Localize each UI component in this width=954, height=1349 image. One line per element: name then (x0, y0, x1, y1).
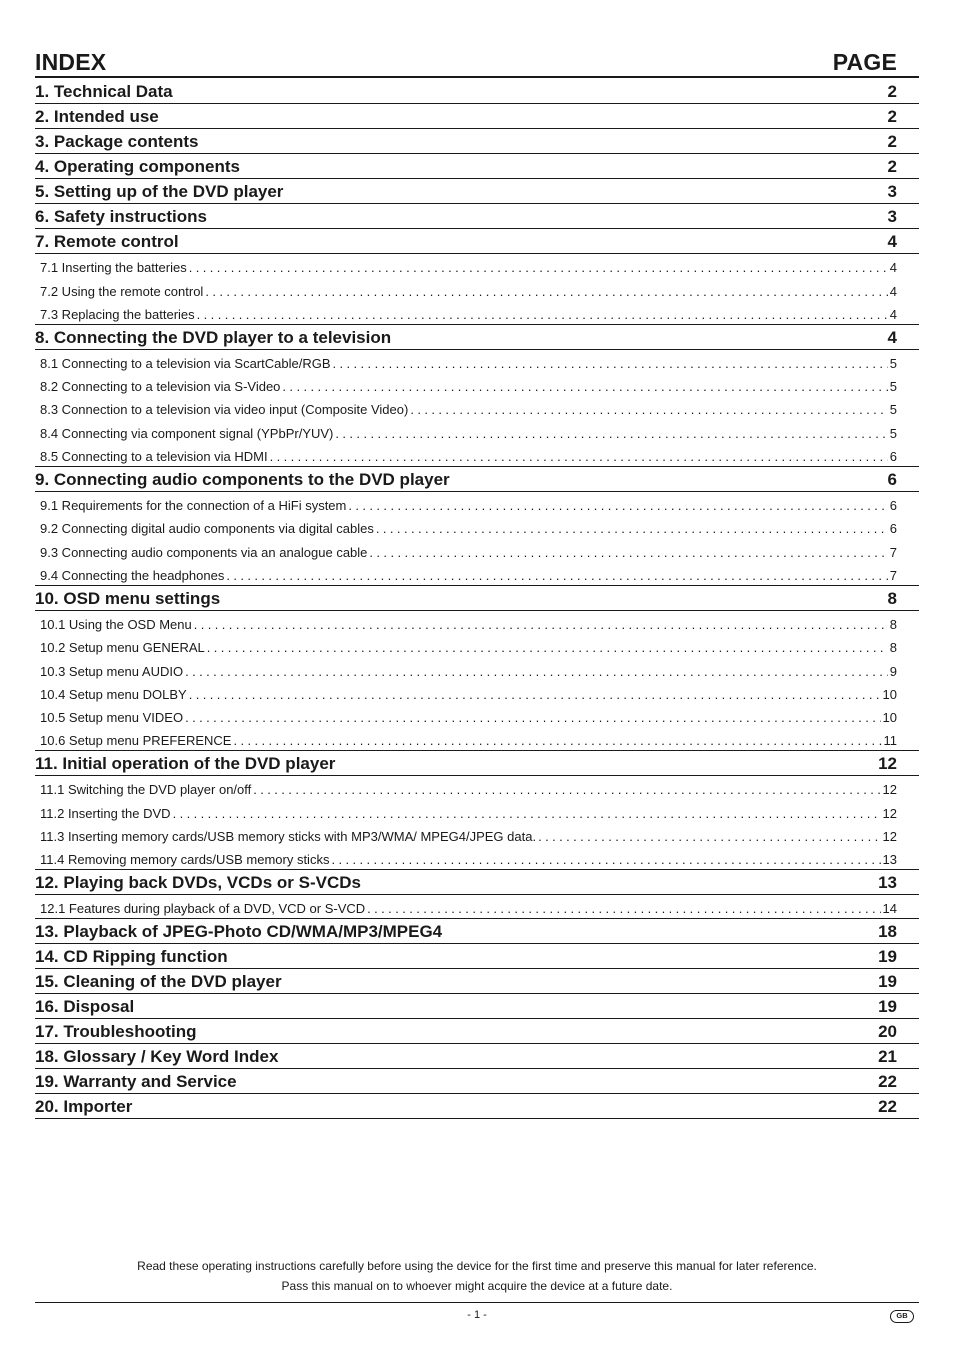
toc-subentry[interactable] (35, 895, 919, 919)
toc-entry-page: 10 (882, 686, 897, 702)
toc-entry-page: 4 (887, 232, 897, 251)
toc-subentry[interactable] (35, 538, 919, 561)
toc-entry-page: 5 (889, 402, 897, 418)
toc-entry-page: 20 (878, 1022, 897, 1042)
footer-divider (35, 1302, 919, 1303)
toc-entry-title: 7.1 Inserting the batteries (40, 260, 187, 276)
toc-entry-page: 6 (887, 469, 897, 489)
toc-subentry[interactable] (35, 657, 919, 680)
toc-subentry[interactable] (35, 799, 919, 822)
toc-entry-title: 8.4 Connecting via component signal (YPbPr/YUV) (40, 425, 334, 441)
toc-entry-page: 4 (889, 283, 897, 299)
toc-entry-title: 8.2 Connecting to a television via S-Video (40, 379, 281, 395)
toc-entry-title: 12.1 Features during playback of a DVD, VCD or S-VCD (40, 901, 366, 917)
toc-entry-page: 18 (878, 922, 897, 942)
toc-entry-title: 1. Technical Data (35, 82, 173, 101)
language-badge: GB (890, 1310, 914, 1323)
toc-entry[interactable] (35, 229, 919, 254)
toc-entry-title: 16. Disposal (35, 997, 135, 1017)
toc-entry-title: 12. Playing back DVDs, VCDs or S-VCDs (35, 873, 361, 893)
dot-leader (185, 664, 888, 679)
toc-entry-page: 9 (889, 663, 897, 679)
toc-entry-title: 10.3 Setup menu AUDIO (40, 663, 184, 679)
toc-entry-title: 15. Cleaning of the DVD player (35, 972, 282, 992)
toc-entry-title: 11.3 Inserting memory cards/USB memory sticks with MP3/WMA/ MPEG4/JPEG data. (40, 829, 537, 845)
toc-entry[interactable] (35, 870, 919, 895)
toc-entry-page: 22 (878, 1072, 897, 1092)
toc-subentry[interactable] (35, 611, 919, 634)
toc-entry-title: 11.4 Removing memory cards/USB memory sticks (40, 852, 330, 868)
dot-leader (226, 568, 887, 583)
toc-subentry[interactable] (35, 277, 919, 300)
page-column-heading: PAGE (832, 49, 897, 75)
toc-subentry[interactable] (35, 823, 919, 846)
dot-leader (348, 498, 887, 513)
toc-entry-page: 12 (882, 782, 897, 798)
toc-entry-title: 10.1 Using the OSD Menu (40, 616, 192, 632)
toc-entry-page: 22 (878, 1097, 897, 1117)
toc-entry[interactable] (35, 969, 919, 994)
toc-entry-title: 5. Setting up of the DVD player (35, 182, 284, 201)
toc-entry-title: 7.2 Using the remote control (40, 283, 204, 299)
toc-entry-page: 6 (889, 498, 897, 514)
dot-leader (233, 733, 881, 748)
toc-entry-page: 21 (878, 1047, 897, 1067)
toc-subentry[interactable] (35, 776, 919, 799)
dot-leader (173, 806, 881, 821)
toc-entry-title: 10.4 Setup menu DOLBY (40, 686, 187, 702)
toc-entry-title: 14. CD Ripping function (35, 947, 228, 967)
toc-entry[interactable] (35, 586, 919, 611)
toc-entry-title: 8. Connecting the DVD player to a television (35, 327, 392, 347)
toc-entry[interactable] (35, 944, 919, 969)
dot-leader (538, 829, 880, 844)
toc-entry-title: 9.2 Connecting digital audio components via digital cables (40, 521, 374, 537)
dot-leader (367, 901, 880, 916)
toc-entry-page: 2 (887, 157, 897, 176)
toc-entry-title: 6. Safety instructions (35, 207, 207, 226)
toc-entry-title: 2. Intended use (35, 107, 159, 126)
toc-entry[interactable] (35, 751, 919, 776)
toc-entry-title: 18. Glossary / Key Word Index (35, 1047, 279, 1067)
toc-entry-page: 10 (882, 710, 897, 726)
toc-entry-page: 8 (889, 616, 897, 632)
toc-subentry[interactable] (35, 634, 919, 657)
toc-subentry[interactable] (35, 681, 919, 704)
toc-entry-page: 5 (889, 355, 897, 371)
toc-entry[interactable] (35, 919, 919, 944)
dot-leader (335, 426, 887, 441)
dot-leader (369, 545, 887, 560)
dot-leader (207, 640, 888, 655)
toc-entry-page: 8 (889, 640, 897, 656)
toc-entry-page: 7 (889, 544, 897, 560)
toc-entry-page: 13 (878, 873, 897, 893)
toc-entry[interactable] (35, 1019, 919, 1044)
toc-entry-page: 8 (887, 588, 897, 608)
footer-note-line-1: Read these operating instructions carefully before using the device for the first time and preserve this manual for later reference. (137, 1259, 817, 1273)
toc-entry-title: 9. Connecting audio components to the DVD player (35, 469, 450, 489)
toc-entry-page: 6 (889, 448, 897, 464)
toc-entry[interactable] (35, 154, 919, 179)
page-number: - 1 - (467, 1309, 487, 1321)
toc-entry-page: 2 (887, 82, 897, 101)
table-of-contents (35, 78, 919, 1119)
toc-entry-title: 9.1 Requirements for the connection of a HiFi system (40, 498, 347, 514)
index-page (35, 48, 919, 1119)
toc-subentry[interactable] (35, 396, 919, 419)
toc-entry-title: 8.5 Connecting to a television via HDMI (40, 448, 268, 464)
dot-leader (376, 521, 888, 536)
toc-entry-page: 3 (887, 207, 897, 226)
toc-entry-title: 8.3 Connection to a television via video input (Composite Video) (40, 402, 409, 418)
footer-note-line-2: Pass this manual on to whoever might acquire the device at a future date. (281, 1279, 673, 1293)
toc-entry-title: 17. Troubleshooting (35, 1022, 197, 1042)
toc-subentry[interactable] (35, 350, 919, 373)
toc-entry-title: 7.3 Replacing the batteries (40, 306, 195, 322)
toc-subentry[interactable] (35, 727, 919, 751)
toc-entry-page: 7 (889, 567, 897, 583)
dot-leader (282, 379, 887, 394)
toc-entry-page: 14 (882, 901, 897, 917)
toc-subentry[interactable] (35, 846, 919, 870)
toc-entry-title: 10. OSD menu settings (35, 588, 221, 608)
toc-entry[interactable] (35, 1069, 919, 1094)
toc-entry-title: 11. Initial operation of the DVD player (35, 754, 336, 774)
toc-entry[interactable] (35, 179, 919, 204)
toc-entry-title: 10.2 Setup menu GENERAL (40, 640, 205, 656)
toc-entry-page: 5 (889, 425, 897, 441)
toc-subentry[interactable] (35, 492, 919, 515)
toc-entry-page: 2 (887, 107, 897, 126)
toc-entry-title: 11.2 Inserting the DVD (40, 805, 171, 821)
toc-subentry[interactable] (35, 562, 919, 586)
toc-entry-page: 3 (887, 182, 897, 201)
dot-leader (331, 852, 880, 867)
toc-entry[interactable] (35, 104, 919, 129)
toc-entry-page: 11 (883, 733, 897, 749)
dot-leader (253, 782, 880, 797)
index-heading: INDEX (35, 49, 107, 75)
toc-entry-page: 12 (878, 754, 897, 774)
toc-entry-page: 19 (878, 947, 897, 967)
toc-entry-title: 8.1 Connecting to a television via ScartCable/RGB (40, 355, 331, 371)
toc-entry-page: 19 (878, 997, 897, 1017)
toc-entry-page: 4 (889, 260, 897, 276)
toc-entry-title: 10.5 Setup menu VIDEO (40, 710, 184, 726)
toc-entry-title: 10.6 Setup menu PREFERENCE (40, 733, 232, 749)
toc-entry[interactable] (35, 204, 919, 229)
dot-leader (189, 687, 881, 702)
dot-leader (410, 402, 887, 417)
dot-leader (197, 307, 888, 322)
toc-entry-title: 4. Operating components (35, 157, 240, 176)
toc-entry-title: 7. Remote control (35, 232, 179, 251)
footer-note (35, 1256, 919, 1296)
toc-entry[interactable] (35, 325, 919, 350)
toc-entry-page: 6 (889, 521, 897, 537)
toc-subentry[interactable] (35, 419, 919, 442)
toc-subentry[interactable] (35, 301, 919, 325)
toc-subentry[interactable] (35, 443, 919, 467)
dot-leader (194, 617, 888, 632)
toc-entry-page: 13 (882, 852, 897, 868)
toc-entry-title: 20. Importer (35, 1097, 133, 1117)
toc-entry-title: 9.3 Connecting audio components via an analogue cable (40, 544, 368, 560)
toc-entry[interactable] (35, 994, 919, 1019)
toc-entry-page: 12 (882, 805, 897, 821)
dot-leader (333, 356, 888, 371)
toc-subentry[interactable] (35, 704, 919, 727)
toc-entry-page: 4 (889, 306, 897, 322)
index-header (35, 48, 919, 78)
toc-entry-title: 13. Playback of JPEG-Photo CD/WMA/MP3/MPEG4 (35, 922, 443, 942)
toc-entry-page: 12 (882, 829, 897, 845)
dot-leader (205, 284, 887, 299)
toc-entry-title: 19. Warranty and Service (35, 1072, 237, 1092)
toc-subentry[interactable] (35, 373, 919, 396)
toc-entry-page: 5 (889, 379, 897, 395)
toc-entry[interactable] (35, 1044, 919, 1069)
toc-subentry[interactable] (35, 515, 919, 538)
toc-entry[interactable] (35, 1094, 919, 1119)
toc-entry[interactable] (35, 78, 919, 104)
toc-entry-page: 4 (887, 327, 897, 347)
toc-entry-title: 3. Package contents (35, 132, 199, 151)
toc-entry-page: 19 (878, 972, 897, 992)
toc-entry[interactable] (35, 129, 919, 154)
dot-leader (185, 710, 880, 725)
toc-subentry[interactable] (35, 254, 919, 277)
dot-leader (189, 260, 888, 275)
toc-entry-title: 9.4 Connecting the headphones (40, 567, 225, 583)
toc-entry-title: 11.1 Switching the DVD player on/off (40, 782, 252, 798)
toc-entry-page: 2 (887, 132, 897, 151)
toc-entry[interactable] (35, 467, 919, 492)
dot-leader (270, 449, 888, 464)
